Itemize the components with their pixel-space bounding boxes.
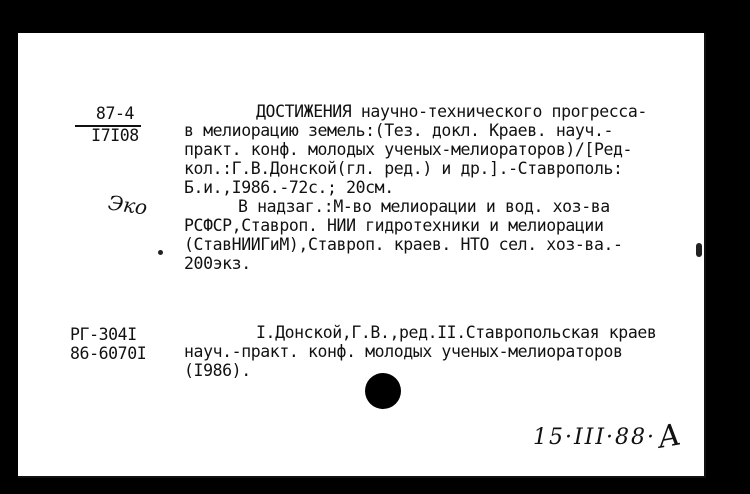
call-number-bottom: I7I08 — [91, 126, 139, 145]
note-line-3: (СтавНИИГиМ),Ставроп. краев. НТО сел. хоз-ва.- — [184, 235, 623, 254]
secondary-code-bottom: 86-6070I — [70, 344, 147, 363]
main-entry-line-1: ДОСТИЖЕНИЯ научно-технического прогресса- — [256, 102, 647, 121]
tracings-line-1: I.Донской,Г.В.,ред.II.Ставропольская краев — [256, 323, 657, 342]
tracings-line-2: науч.-практ. конф. молодых ученых-мелиораторов — [184, 342, 623, 361]
secondary-code-top: РГ-304I — [70, 325, 137, 344]
note-line-2: РСФСР,Ставроп. НИИ гидротехники и мелиорации — [184, 216, 604, 235]
note-line-4: 200экз. — [184, 254, 251, 273]
edge-mark — [696, 243, 702, 257]
ink-speck — [158, 250, 163, 255]
catalog-card — [18, 33, 706, 478]
call-number-top: 87-4 — [95, 104, 135, 123]
handwritten-note: Эко — [106, 190, 149, 220]
main-entry-line-5: Б.и.,I986.-72с.; 20см. — [184, 178, 394, 197]
handwritten-initial: А — [655, 417, 684, 456]
main-entry-line-4: кол.:Г.В.Донской(гл. ред.) и др.].-Ставрополь: — [184, 159, 623, 178]
punch-hole — [365, 373, 401, 409]
handwritten-date: 15·III·88· — [533, 425, 657, 450]
main-entry-line-2: в мелиорацию земель:(Тез. докл. Краев. науч.- — [184, 121, 614, 140]
note-line-1: В надзаг.:М-во мелиорации и вод. хоз-ва — [238, 197, 610, 216]
tracings-line-3: (I986). — [184, 361, 251, 380]
main-entry-line-3: практ. конф. молодых ученых-мелиораторов)/[Ред- — [184, 140, 633, 159]
